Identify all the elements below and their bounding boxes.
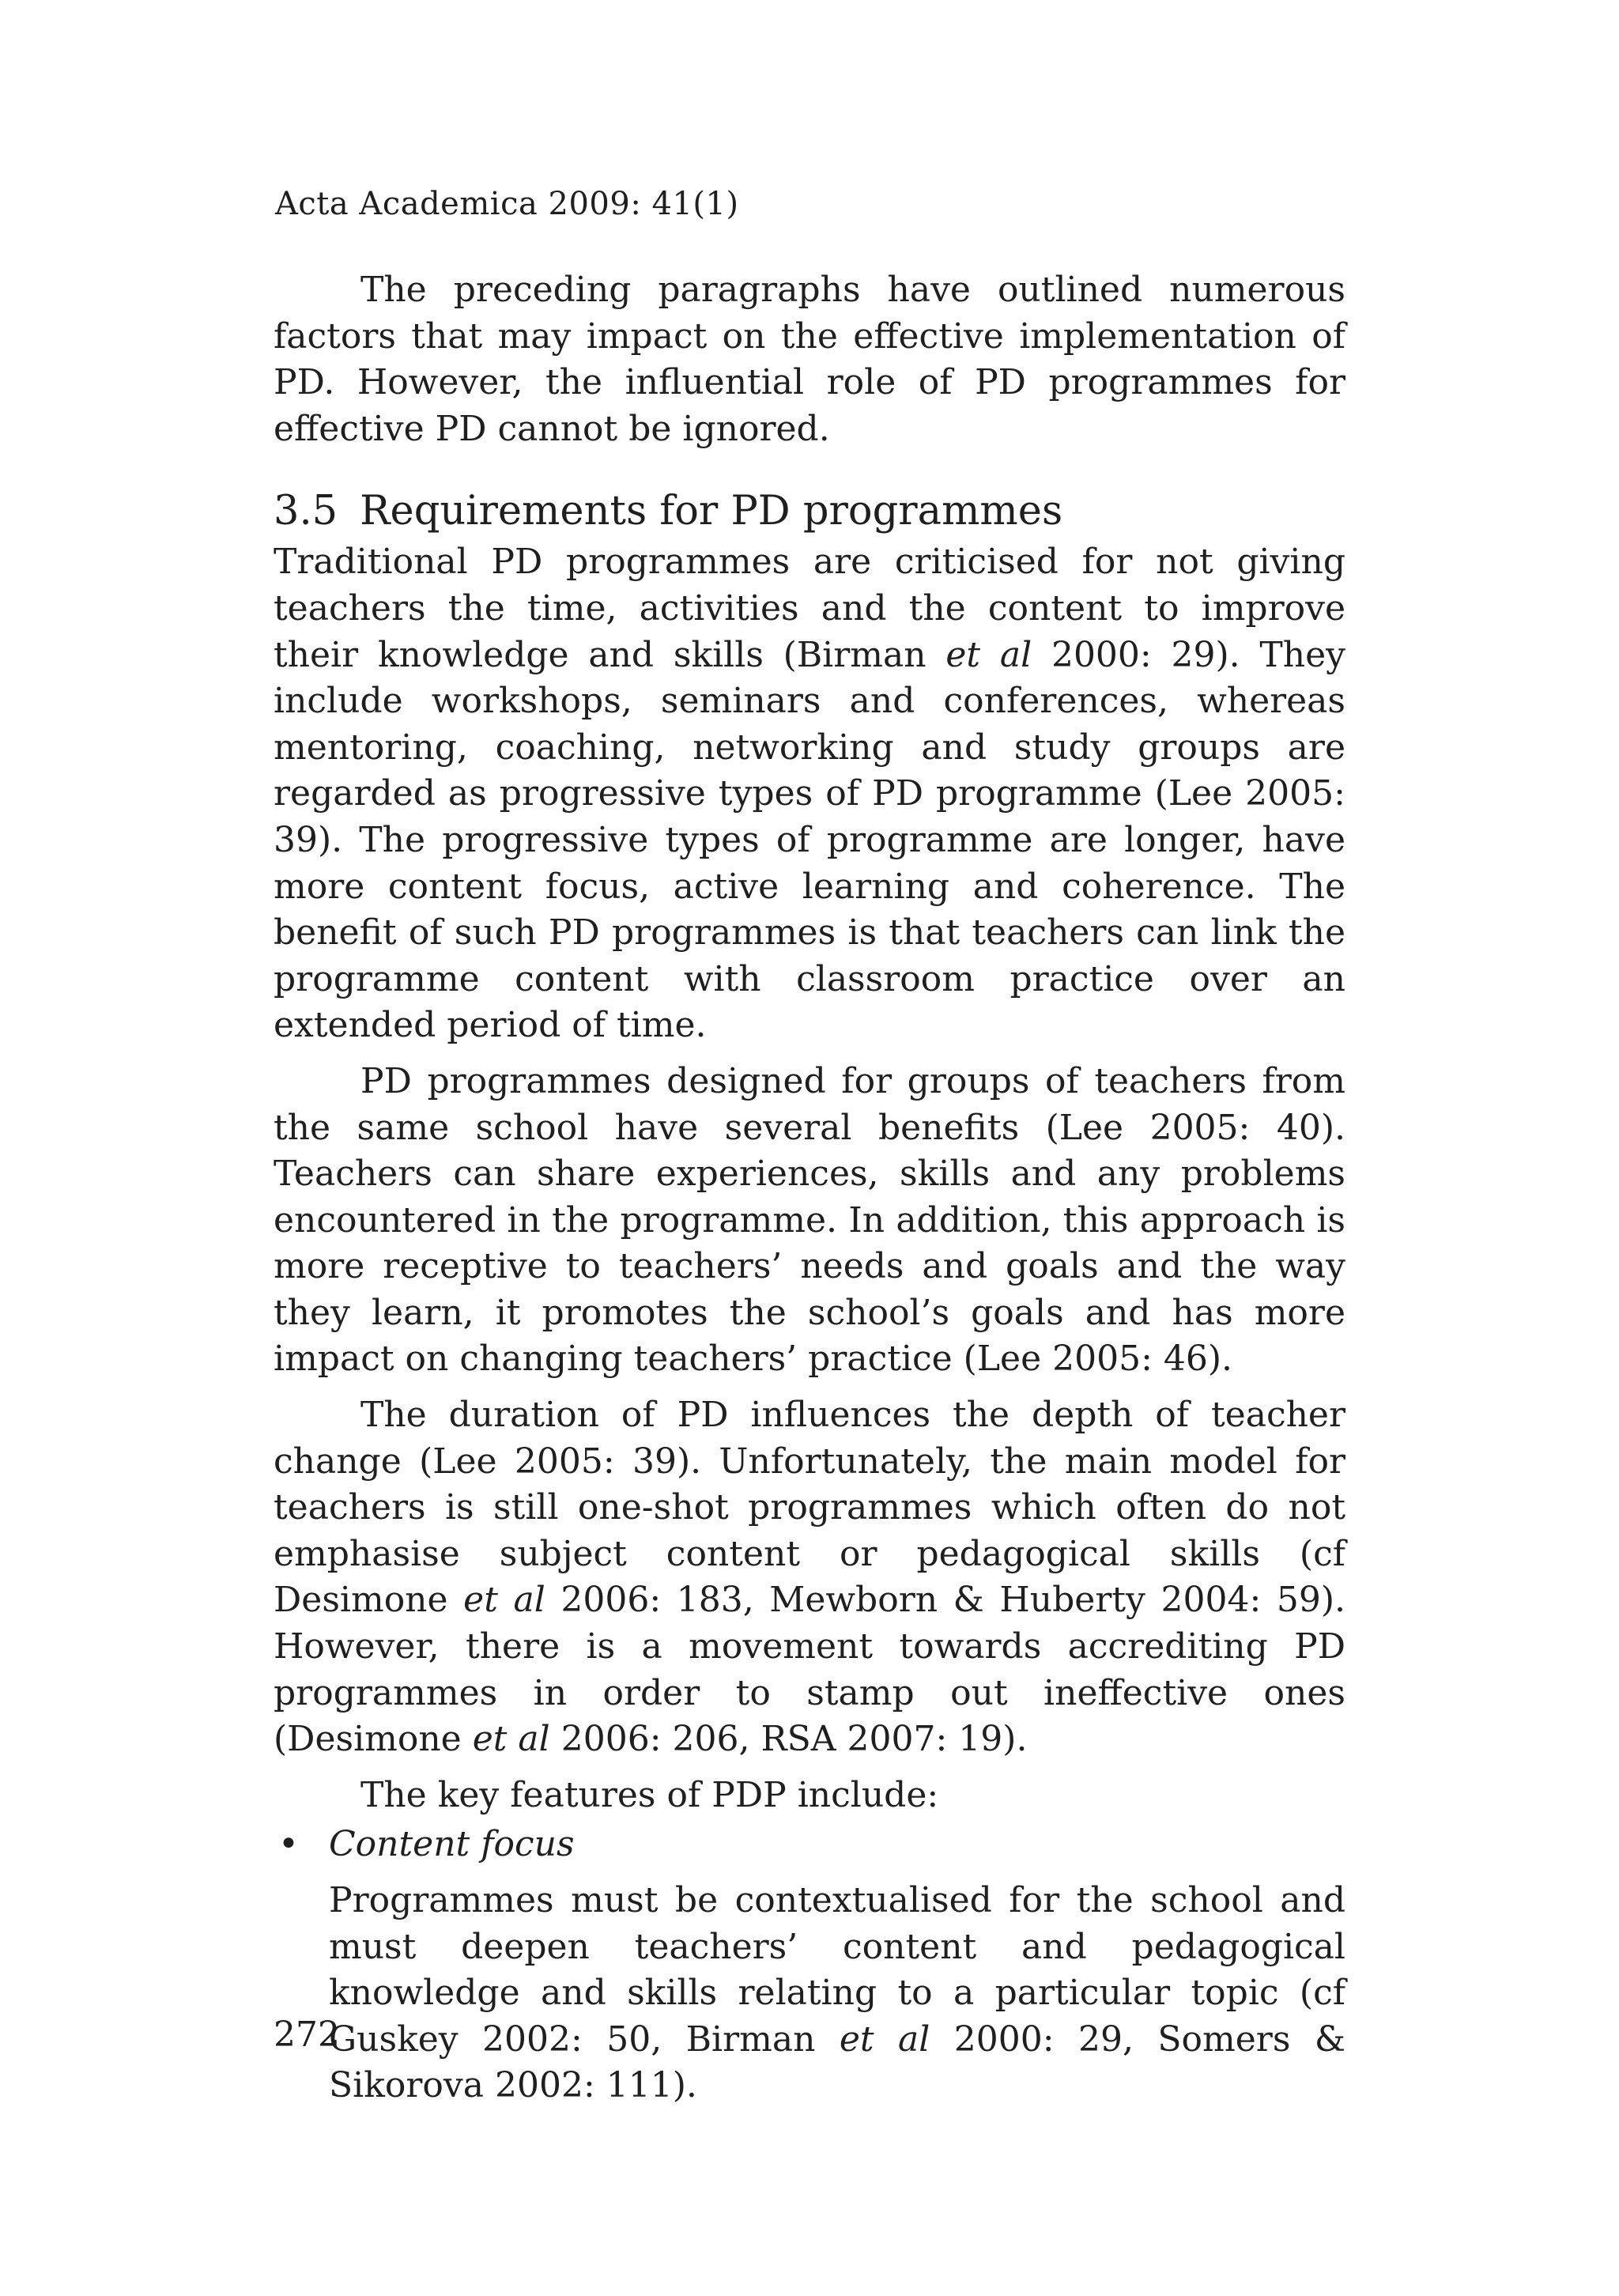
citation-etal: et al [472,1719,550,1760]
journal-page [274,0,1345,2296]
paragraph-duration: The duration of PD influences the depth of teacher change (Lee 2005: 39). Unfortunately, the main model for teachers is still one-shot programmes which often do not emphasise subject content or pedagogical skills (cf Desimone et al 2006: 183, Mewborn & Huberty 2004: 59). However, there is a movement towards accrediting PD programmes in order to stamp out ineffective ones (Desimone et al 2006: 206, RSA 2007: 19). [274,1395,1345,1760]
paragraph-group-benefits: PD programmes designed for groups of teachers from the same school have several benefits (Lee 2005: 40). Teachers can share experiences, skills and any problems encountered in the programme. In addition, this approach is more receptive to teachers’ needs and goals and the way they learn, it promotes the school’s goals and has more impact on changing teachers’ practice (Lee 2005: 46). [274,1060,1345,1380]
page-number: 272 [274,2015,340,2055]
bullet-body: Programmes must be contextualised for the school and must deepen teachers’ content and pedagogical knowledge and skills relating to a particular topic (cf Guskey 2002: 50, Birman et al 2000: 29, Somers & Sikorova 2002: 111). [329,1880,1346,2106]
citation-etal: et al [945,634,1032,675]
paragraph-traditional-pd: Traditional PD programmes are criticised for not giving teachers the time, activities and the content to improve their knowledge and skills (Birman et al 2000: 29). They include workshops, seminars and conferences, whereas mentoring, coaching, networking and study groups are regarded as progressive types of PD programme (Lee 2005: 39). The progressive types of programme are longer, have more content focus, active learning and coherence. The benefit of such PD programmes is that teachers can link the programme content with classroom practice over an extended period of time. [274,542,1346,1046]
intro-paragraph: The preceding paragraphs have outlined numerous factors that may impact on the effective implementation of PD. However, the influential role of PD programmes for effective PD cannot be ignored. [274,270,1345,449]
citation-etal: et al [839,2018,930,2060]
body-text [274,267,1345,2109]
section-heading [274,484,1345,539]
bullet-item-content-focus [274,1822,1345,1868]
section-number: 3.5 [274,488,338,535]
bullet-title: Content focus [329,1824,575,1865]
citation-etal: et al [463,1580,545,1621]
section-title: Requirements for PD programmes [360,488,1063,535]
key-features-intro: The key features of PDP include: [360,1774,939,1815]
bullet-icon: • [278,1824,299,1865]
running-head: Acta Academica 2009: 41(1) [275,186,739,222]
